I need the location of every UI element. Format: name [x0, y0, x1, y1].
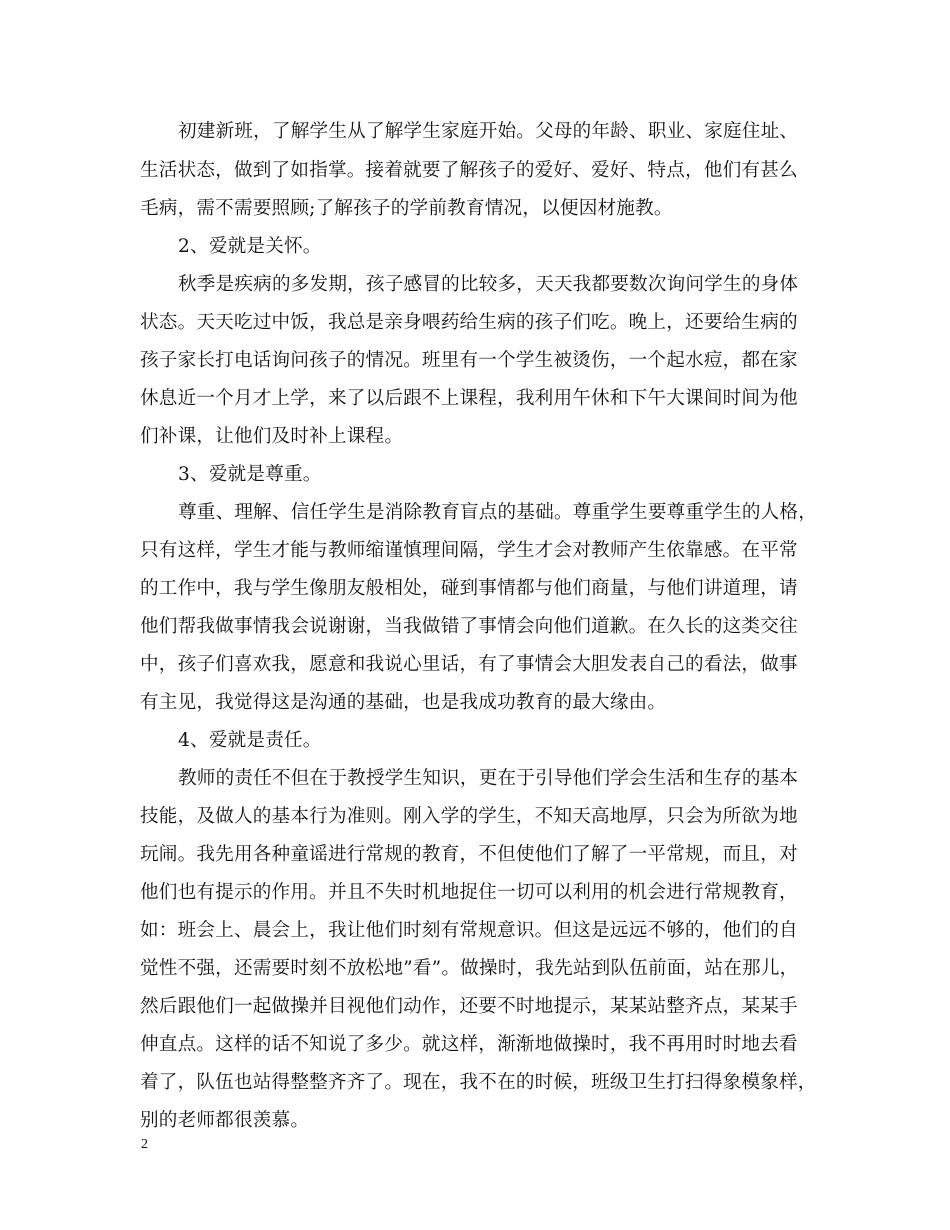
paragraph-line: 觉性不强，还需要时刻不放松地”看”。做操时，我先站到队伍前面，站在那儿， [140, 958, 799, 979]
paragraph-line: 他们也有提示的作用。并且不失时机地捉住一切可以利用的机会进行常规教育， [140, 882, 798, 903]
paragraph-line: 初建新班，了解学生从了解学生家庭开始。父母的年龄、职业、家庭住址、 [178, 121, 799, 142]
paragraph-line: 秋季是疾病的多发期，孩子感冒的比较多，天天我都要数次询问学生的身体 [178, 274, 799, 295]
paragraph-line: 别的老师都很羡慕。 [140, 1110, 310, 1131]
paragraph-line: 只有这样，学生才能与教师缩谨慎理间隔，学生才会对教师产生依靠感。在平常 [140, 540, 798, 561]
page-number: 2 [141, 1137, 148, 1152]
section-heading: 2、爱就是关怀。 [178, 236, 322, 257]
paragraph-line: 状态。天天吃过中饭，我总是亲身喂药给生病的孩子们吃。晚上，还要给生病的 [140, 312, 798, 333]
paragraph-line: 们补课，让他们及时补上课程。 [140, 426, 404, 447]
paragraph-line: 尊重、理解、信任学生是消除教育盲点的基础。尊重学生要尊重学生的人格， [178, 502, 817, 523]
paragraph-line: 着了，队伍也站得整整齐齐了。现在，我不在的时候，班级卫生打扫得象模象样， [140, 1072, 817, 1093]
paragraph-line: 中，孩子们喜欢我，愿意和我说心里话，有了事情会大胆发表自己的看法，做事 [140, 654, 798, 675]
paragraph-line: 技能，及做人的基本行为准则。刚入学的学生，不知天高地厚，只会为所欲为地 [140, 806, 798, 827]
paragraph-line: 休息近一个月才上学，来了以后跟不上课程，我利用午休和下午大课间时间为他 [140, 388, 798, 409]
paragraph-line: 有主见，我觉得这是沟通的基础，也是我成功教育的最大缘由。 [140, 692, 667, 713]
paragraph-line: 然后跟他们一起做操并目视他们动作，还要不时地提示，某某站整齐点，某某手 [140, 996, 798, 1017]
paragraph-line: 生活状态，做到了如指掌。接着就要了解孩子的爱好、爱好、特点，他们有甚么 [140, 160, 798, 181]
paragraph-line: 的工作中，我与学生像朋友般相处，碰到事情都与他们商量，与他们讲道理，请 [140, 578, 798, 599]
section-heading: 3、爱就是尊重。 [178, 464, 322, 485]
paragraph-line: 他们帮我做事情我会说谢谢，当我做错了事情会向他们道歉。在久长的这类交往 [140, 616, 798, 637]
paragraph-line: 孩子家长打电话询问孩子的情况。班里有一个学生被烫伤，一个起水痘，都在家 [140, 350, 798, 371]
section-heading: 4、爱就是责任。 [178, 730, 322, 751]
paragraph-line: 如：班会上、晨会上，我让他们时刻有常规意识。但这是远远不够的，他们的自 [140, 920, 798, 941]
paragraph-line: 玩闹。我先用各种童谣进行常规的教育，不但使他们了解了一平常规，而且，对 [140, 844, 798, 865]
paragraph-line: 毛病，需不需要照顾;了解孩子的学前教育情况，以便因材施教。 [140, 198, 673, 219]
paragraph-line: 伸直点。这样的话不知说了多少。就这样，渐渐地做操时，我不再用时时地去看 [140, 1034, 798, 1055]
paragraph-line: 教师的责任不但在于教授学生知识，更在于引导他们学会生活和生存的基本 [178, 768, 799, 789]
